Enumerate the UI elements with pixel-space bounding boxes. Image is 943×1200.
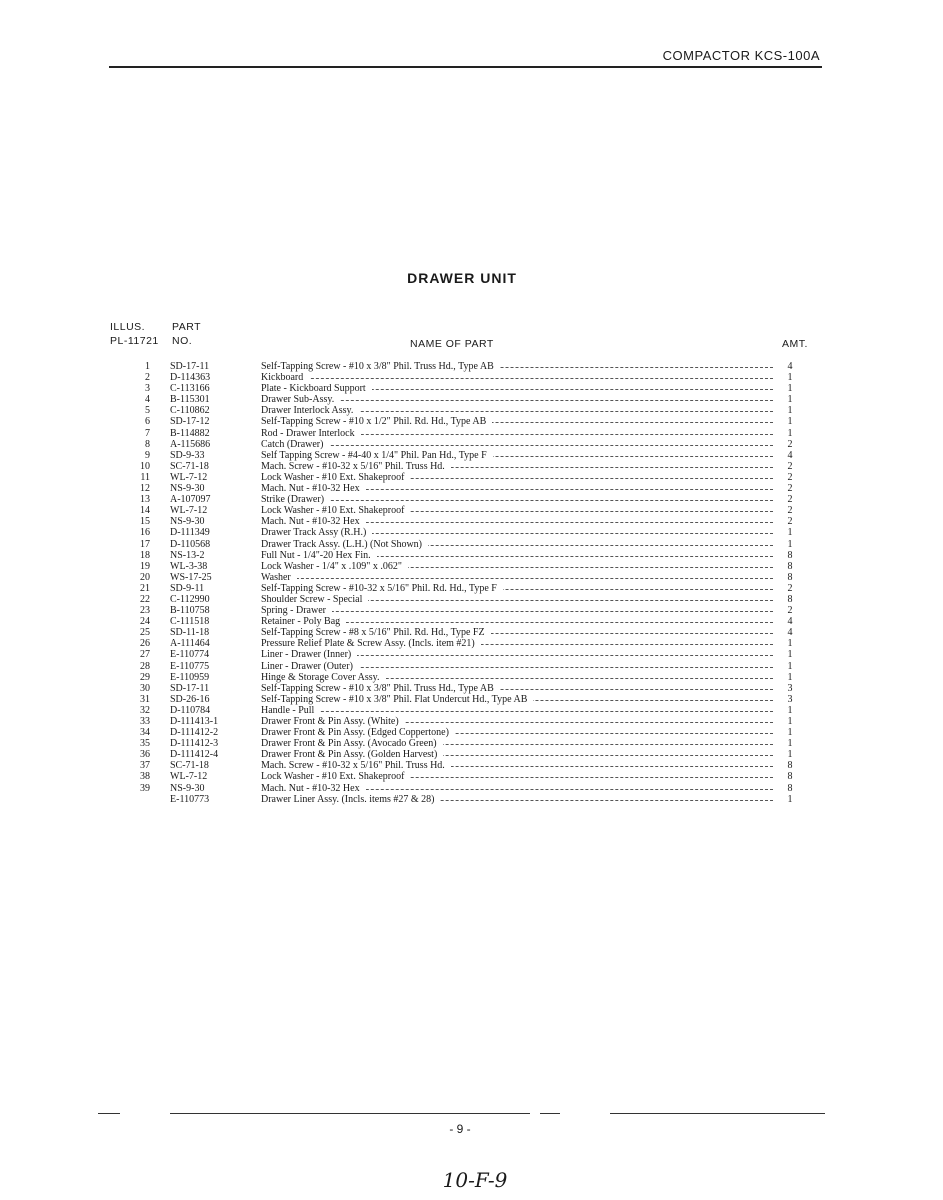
table-row [0, 505, 943, 516]
part-name-text: Lock Washer - #10 Ext. Shakeproof [261, 472, 410, 483]
illus-number: 15 [140, 516, 150, 528]
part-name [261, 605, 773, 616]
amount: 3 [787, 682, 793, 694]
amount: 2 [787, 438, 793, 450]
amount: 8 [787, 593, 793, 605]
table-row [0, 372, 943, 383]
amount: 8 [787, 782, 793, 794]
part-name-text: Mach. Nut - #10-32 Hex [261, 483, 366, 494]
table-row [0, 516, 943, 527]
illus-number: 12 [140, 483, 150, 495]
part-name [261, 527, 773, 538]
part-number: C-110862 [170, 405, 210, 417]
amount: 2 [787, 516, 793, 528]
amount: 4 [787, 616, 793, 628]
illus-number: 17 [140, 538, 150, 550]
part-name-text: Self-Tapping Screw - #10 x 3/8" Phil. Truss Hd., Type AB [261, 683, 500, 694]
part-name-text: Liner - Drawer (Inner) [261, 649, 357, 660]
illus-number: 20 [140, 571, 150, 583]
part-name-text: Lock Washer - 1/4" x .109" x .062" [261, 561, 408, 572]
table-row [0, 672, 943, 683]
part-number: A-111464 [170, 638, 210, 650]
part-name [261, 494, 773, 505]
part-number: D-111349 [170, 527, 210, 539]
amount: 1 [787, 416, 793, 428]
footer-rule-fragment [540, 1113, 560, 1114]
part-name [261, 638, 773, 649]
part-header-line1: PART [172, 321, 202, 333]
part-name [261, 416, 773, 427]
table-row [0, 583, 943, 594]
part-name-text: Mach. Nut - #10-32 Hex [261, 783, 366, 794]
illus-header-line1: ILLUS. [110, 321, 146, 333]
table-row [0, 539, 943, 550]
part-name-text: Mach. Screw - #10-32 x 5/16" Phil. Truss Hd. [261, 461, 451, 472]
name-header: NAME OF PART [410, 338, 494, 350]
part-name [261, 771, 773, 782]
illus-number: 11 [140, 471, 150, 483]
table-row [0, 550, 943, 561]
table-row [0, 649, 943, 660]
illus-number: 18 [140, 549, 150, 561]
part-name-text: Spring - Drawer [261, 605, 332, 616]
part-number: SD-17-11 [170, 361, 210, 372]
amount: 2 [787, 483, 793, 495]
table-row [0, 727, 943, 738]
part-number: D-114363 [170, 372, 211, 384]
amount: 1 [787, 716, 793, 727]
illus-number: 22 [140, 593, 150, 605]
part-name [261, 561, 773, 572]
illus-number: 2 [145, 372, 150, 384]
part-name [261, 516, 773, 527]
part-name [261, 594, 773, 605]
amount: 1 [787, 727, 793, 739]
part-name-text: Drawer Track Assy (R.H.) [261, 527, 372, 538]
table-row [0, 783, 943, 794]
part-number: D-111413-1 [170, 716, 219, 727]
illus-number: 26 [140, 638, 150, 650]
amount: 1 [787, 704, 793, 716]
table-row [0, 771, 943, 782]
part-number: D-111412-4 [170, 749, 219, 761]
table-row [0, 494, 943, 505]
amount: 1 [787, 405, 793, 417]
amount: 1 [787, 671, 793, 683]
amount: 1 [787, 394, 793, 406]
table-row [0, 694, 943, 705]
part-name [261, 683, 773, 694]
table-row [0, 472, 943, 483]
table-row [0, 572, 943, 583]
part-name-text: Strike (Drawer) [261, 494, 330, 505]
table-row [0, 361, 943, 372]
part-number: B-114882 [170, 427, 210, 439]
part-name-text: Handle - Pull [261, 705, 320, 716]
part-number: SD-11-18 [170, 627, 210, 639]
table-row [0, 594, 943, 605]
part-name [261, 428, 773, 439]
part-name-text: Catch (Drawer) [261, 439, 329, 450]
illus-number: 16 [140, 527, 150, 539]
table-row [0, 638, 943, 649]
illus-number: 30 [140, 682, 150, 694]
part-name [261, 383, 773, 394]
part-name-text: Drawer Sub-Assy. [261, 394, 340, 405]
part-number: NS-9-30 [170, 782, 205, 794]
part-name [261, 572, 773, 583]
page-number: - 9 - [449, 1122, 471, 1136]
part-number: NS-13-2 [170, 549, 205, 561]
part-name-text: Shoulder Screw - Special [261, 594, 368, 605]
part-name [261, 372, 773, 383]
part-name [261, 716, 773, 727]
amount: 4 [787, 627, 793, 639]
part-number: B-115301 [170, 394, 210, 406]
part-number: D-111412-2 [170, 727, 219, 739]
illus-number: 35 [140, 738, 150, 750]
part-name [261, 450, 773, 461]
amount: 8 [787, 771, 793, 783]
part-name [261, 439, 773, 450]
illus-number: 28 [140, 660, 150, 672]
footer-rule-fragment [98, 1113, 120, 1114]
part-name-text: Liner - Drawer (Outer) [261, 661, 359, 672]
part-name [261, 616, 773, 627]
part-name [261, 627, 773, 638]
amount: 1 [787, 749, 793, 761]
part-name [261, 583, 773, 594]
illus-number: 13 [140, 494, 150, 506]
handwritten-note: 10-F-9 [442, 1168, 508, 1192]
amount: 8 [787, 760, 793, 772]
part-name [261, 472, 773, 483]
part-number: C-111518 [170, 616, 210, 628]
part-name-text: Lock Washer - #10 Ext. Shakeproof [261, 771, 410, 782]
illus-number: 39 [140, 782, 150, 794]
part-number: SD-26-16 [170, 693, 210, 705]
amount: 2 [787, 582, 793, 594]
table-row [0, 605, 943, 616]
part-name [261, 649, 773, 660]
amount: 1 [787, 638, 793, 650]
part-number: E-110775 [170, 660, 210, 672]
part-number: E-110774 [170, 649, 210, 661]
part-number: WL-7-12 [170, 505, 208, 517]
part-name-text: Rod - Drawer Interlock [261, 428, 361, 439]
part-number: A-107097 [170, 494, 211, 506]
part-number: D-110784 [170, 704, 211, 716]
part-name [261, 405, 773, 416]
part-header-line2: NO. [172, 335, 193, 347]
part-number: D-110568 [170, 538, 211, 550]
part-name-text: Washer [261, 572, 297, 583]
part-number: SD-9-33 [170, 449, 205, 461]
part-number: B-110758 [170, 605, 210, 617]
illus-number: 32 [140, 704, 150, 716]
table-row [0, 683, 943, 694]
illus-number: 4 [145, 394, 150, 406]
amount: 1 [787, 660, 793, 672]
table-row [0, 616, 943, 627]
part-name-text: Self Tapping Screw - #4-40 x 1/4" Phil. Pan Hd., Type F [261, 450, 493, 461]
part-name [261, 361, 773, 372]
footer-rule [200, 1113, 530, 1114]
amount: 4 [787, 361, 793, 372]
part-number: A-115686 [170, 438, 211, 450]
section-title: DRAWER UNIT [407, 270, 517, 286]
part-name [261, 394, 773, 405]
part-name-text: Drawer Interlock Assy. [261, 405, 359, 416]
part-number: NS-9-30 [170, 516, 205, 528]
part-name-text: Full Nut - 1/4"-20 Hex Fin. [261, 550, 377, 561]
illus-number: 19 [140, 560, 150, 572]
amount: 1 [787, 527, 793, 539]
part-number: SD-17-11 [170, 682, 210, 694]
footer-rules [0, 1113, 943, 1115]
illus-number: 27 [140, 649, 150, 661]
part-name [261, 505, 773, 516]
part-name-text: Hinge & Storage Cover Assy. [261, 672, 386, 683]
illus-number: 36 [140, 749, 150, 761]
parts-list [0, 361, 943, 805]
table-row [0, 749, 943, 760]
part-name [261, 483, 773, 494]
table-row [0, 416, 943, 427]
illus-number: 24 [140, 616, 150, 628]
part-number: WL-3-38 [170, 560, 208, 572]
part-name [261, 550, 773, 561]
table-row [0, 794, 943, 805]
part-number: NS-9-30 [170, 483, 205, 495]
table-row [0, 428, 943, 439]
illus-number: 8 [145, 438, 150, 450]
part-name-text: Drawer Front & Pin Assy. (Edged Coppertone) [261, 727, 455, 738]
part-name [261, 794, 773, 805]
part-name [261, 783, 773, 794]
part-number: SD-9-11 [170, 582, 205, 594]
part-name-text: Drawer Front & Pin Assy. (Avocado Green) [261, 738, 443, 749]
footer-rule [610, 1113, 825, 1114]
illus-number: 21 [140, 582, 150, 594]
illus-number: 25 [140, 627, 150, 639]
amount: 2 [787, 471, 793, 483]
part-name-text: Retainer - Poly Bag [261, 616, 346, 627]
part-name-text: Mach. Screw - #10-32 x 5/16" Phil. Truss Hd. [261, 760, 451, 771]
table-row [0, 738, 943, 749]
amount: 2 [787, 494, 793, 506]
part-name-text: Lock Washer - #10 Ext. Shakeproof [261, 505, 410, 516]
part-number: SD-17-12 [170, 416, 210, 428]
table-row [0, 661, 943, 672]
part-name-text: Mach. Nut - #10-32 Hex [261, 516, 366, 527]
table-row [0, 461, 943, 472]
amount: 1 [787, 383, 793, 395]
table-row [0, 627, 943, 638]
table-row [0, 450, 943, 461]
illus-header-line2: PL-11721 [110, 335, 159, 347]
header-rule [109, 66, 822, 68]
part-name-text: Drawer Liner Assy. (Incls. items #27 & 28) [261, 794, 440, 805]
part-name-text: Self-Tapping Screw - #8 x 5/16" Phil. Rd. Hd., Type FZ [261, 627, 491, 638]
amount: 2 [787, 605, 793, 617]
part-number: SC-71-18 [170, 460, 209, 472]
illus-number: 9 [145, 449, 150, 461]
part-number: WS-17-25 [170, 571, 212, 583]
amount: 1 [787, 793, 793, 805]
part-name-text: Drawer Front & Pin Assy. (Golden Harvest) [261, 749, 443, 760]
footer-rule-fragment [170, 1113, 200, 1114]
part-number: SC-71-18 [170, 760, 209, 772]
table-row [0, 394, 943, 405]
illus-number: 6 [145, 416, 150, 428]
amount: 4 [787, 449, 793, 461]
amount: 2 [787, 460, 793, 472]
illus-number: 34 [140, 727, 150, 739]
illus-number: 7 [145, 427, 150, 439]
part-name [261, 694, 773, 705]
part-name [261, 461, 773, 472]
illus-number: 38 [140, 771, 150, 783]
amount: 3 [787, 693, 793, 705]
part-number: WL-7-12 [170, 771, 208, 783]
amount: 1 [787, 738, 793, 750]
part-number: WL-7-12 [170, 471, 208, 483]
part-name [261, 661, 773, 672]
part-name [261, 749, 773, 760]
table-row [0, 527, 943, 538]
part-number: E-110773 [170, 793, 210, 805]
part-name [261, 760, 773, 771]
document-title: COMPACTOR KCS-100A [662, 48, 820, 63]
table-row [0, 383, 943, 394]
table-row [0, 405, 943, 416]
part-number: C-112990 [170, 593, 210, 605]
part-name [261, 727, 773, 738]
table-row [0, 716, 943, 727]
amount: 1 [787, 372, 793, 384]
illus-number: 33 [140, 716, 150, 727]
part-number: D-111412-3 [170, 738, 219, 750]
part-name [261, 672, 773, 683]
part-name-text: Pressure Relief Plate & Screw Assy. (Incls. item #21) [261, 638, 481, 649]
part-name-text: Drawer Front & Pin Assy. (White) [261, 716, 405, 727]
part-name-text: Kickboard [261, 372, 309, 383]
illus-number: 23 [140, 605, 150, 617]
amount: 8 [787, 560, 793, 572]
table-row [0, 439, 943, 450]
amount: 1 [787, 538, 793, 550]
amount: 1 [787, 427, 793, 439]
illus-number: 5 [145, 405, 150, 417]
part-name-text: Plate - Kickboard Support [261, 383, 372, 394]
illus-number: 1 [145, 361, 150, 372]
amount: 8 [787, 549, 793, 561]
part-number: E-110959 [170, 671, 210, 683]
part-name-text: Drawer Track Assy. (L.H.) (Not Shown) [261, 539, 428, 550]
part-name-text: Self-Tapping Screw - #10 x 3/8" Phil. Flat Undercut Hd., Type AB [261, 694, 533, 705]
amount: 2 [787, 505, 793, 517]
illus-number: 10 [140, 460, 150, 472]
illus-number: 14 [140, 505, 150, 517]
table-row [0, 705, 943, 716]
amount: 1 [787, 649, 793, 661]
table-row [0, 760, 943, 771]
amt-header: AMT. [782, 338, 808, 350]
part-name-text: Self-Tapping Screw - #10 x 1/2" Phil. Rd. Hd., Type AB [261, 416, 492, 427]
illus-number: 31 [140, 693, 150, 705]
part-name-text: Self-Tapping Screw - #10 x 3/8" Phil. Truss Hd., Type AB [261, 361, 500, 372]
amount: 8 [787, 571, 793, 583]
table-row [0, 561, 943, 572]
illus-number: 37 [140, 760, 150, 772]
part-name-text: Self-Tapping Screw - #10-32 x 5/16" Phil. Rd. Hd., Type F [261, 583, 503, 594]
part-number: C-113166 [170, 383, 210, 395]
illus-number: 3 [145, 383, 150, 395]
part-name [261, 738, 773, 749]
table-row [0, 483, 943, 494]
part-name [261, 539, 773, 550]
illus-number: 29 [140, 671, 150, 683]
part-name [261, 705, 773, 716]
